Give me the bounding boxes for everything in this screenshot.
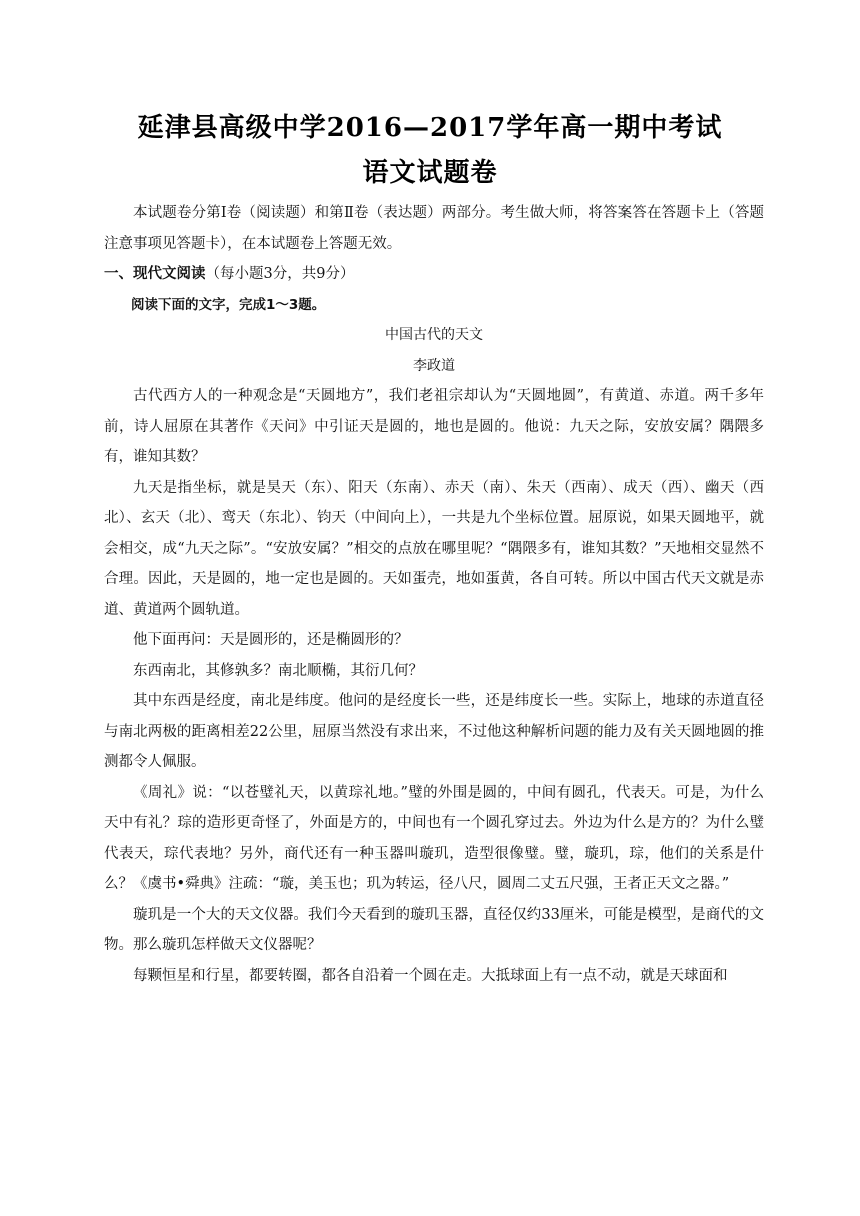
article-paragraph: 九天是指坐标，就是昊天（东）、阳天（东南）、赤天（南）、朱天（西南）、成天（西）、幽天（西北）、玄天（北）、鸾天（东北）、钧天（中间向上），一共是九个坐标位置。屈原说，如果天圆地平，就会相交，成“九天之际”。“安放安属？”相交的点放在哪里呢？“隅隈多有，谁知其数？”天地相交显然不合理。因此，天是圆的，地一定也是圆的。天如蛋壳，地如蛋黄，各自可转。所以中国古代天文就是赤道、黄道两个圆轨道。	[104, 479, 764, 618]
article-title: 中国古代的天文	[385, 327, 483, 343]
section-heading	[104, 259, 764, 290]
section-title: 一、现代文阅读	[104, 266, 206, 282]
section-score-note: （每小题3分，共9分）	[205, 266, 355, 282]
reading-instruction: 阅读下面的文字，完成1～3题。	[131, 296, 326, 313]
article-paragraph: 《周礼》说：“以苍璧礼天，以黄琮礼地。”璧的外围是圆的，中间有圆孔，代表天。可是，为什么天中有礼？琮的造形更奇怪了，外面是方的，中间也有一个圆孔穿过去。外边为什么是方的？为什么璧代表天，琮代表地？另外，商代还有一种玉器叫璇玑，造型很像璧。璧，璇玑，琮，他们的关系是什么？《虞书•舜典》注疏：“璇，美玉也；玑为转运，径八尺，圆周二丈五尺强，王者正天文之器。”	[104, 784, 764, 892]
article-paragraph: 其中东西是经度，南北是纬度。他问的是经度长一些，还是纬度长一些。实际上，地球的赤道直径与南北两极的距离相差22公里，屈原当然没有求出来，不过他这种解析问题的能力及有关天圆地圆的推测都令人佩服。	[104, 693, 764, 770]
exam-instructions: 本试题卷分第Ⅰ卷（阅读题）和第Ⅱ卷（表达题）两部分。考生做大师，将答案答在答题卡上（答题注意事项见答题卡），在本试题卷上答题无效。	[104, 205, 764, 252]
article-paragraph: 东西南北，其修孰多？南北顺椭，其衍几何？	[133, 662, 423, 679]
article-paragraph: 他下面再问：天是圆形的，还是椭圆形的？	[133, 632, 409, 648]
exam-title: 延津县高级中学2016—2017学年高一期中考试	[137, 113, 723, 143]
article-author: 李政道	[413, 357, 455, 374]
exam-subtitle: 语文试题卷	[362, 158, 498, 188]
article-paragraph: 每颗恒星和行星，都要转圈，都各自沿着一个圆在走。大抵球面上有一点不动，就是天球面和	[133, 967, 728, 984]
article-paragraph: 璇玑是一个大的天文仪器。我们今天看到的璇玑玉器，直径仅约33厘米，可能是模型，是商代的文物。那么璇玑怎样做天文仪器呢？	[104, 906, 764, 953]
document-body	[104, 198, 764, 991]
article-paragraph: 古代西方人的一种观念是“天圆地方”，我们老祖宗却认为“天圆地圆”，有黄道、赤道。两千多年前，诗人屈原在其著作《天问》中引证天是圆的，地也是圆的。他说：九天之际，安放安属？隅隈多有，谁知其数？	[104, 388, 764, 465]
